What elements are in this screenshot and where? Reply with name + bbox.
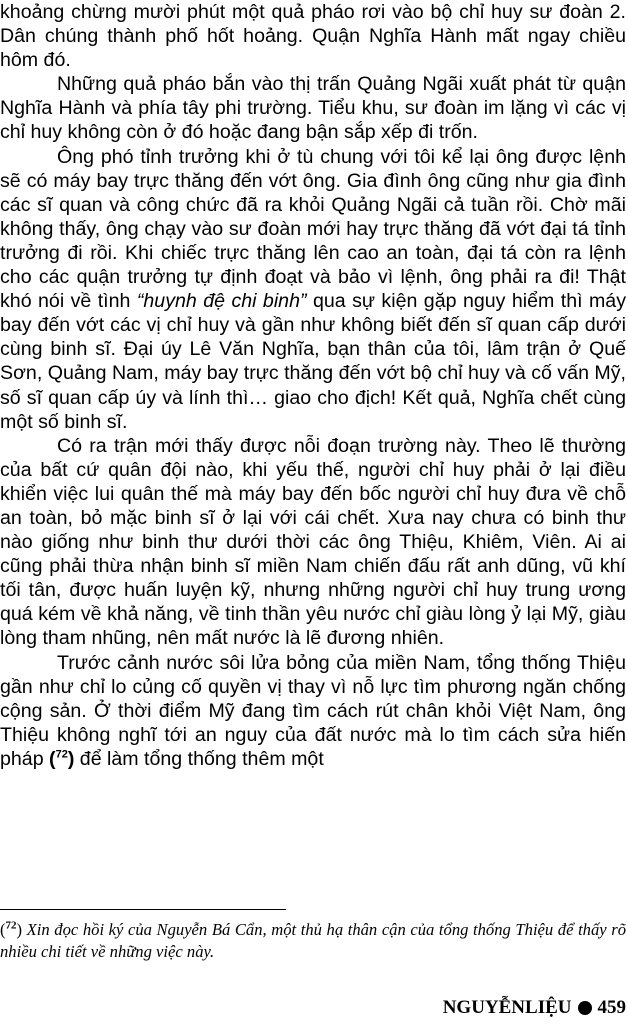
paragraph-1: khoảng chừng mười phút một quả pháo rơi vào bộ chỉ huy sư đoàn 2. Dân chúng thành phố hốt hoảng. Quận Nghĩa Hành mất ngay chiều hôm đó. [0, 1, 626, 72]
footnote [0, 919, 626, 963]
bullet-dot-icon [578, 1001, 592, 1015]
footnote-ref-close: ) [67, 747, 75, 770]
page-footer [443, 996, 626, 1020]
page-number: 459 [597, 997, 626, 1018]
paragraph-5-text-before: Trước cảnh nước sôi lửa bỏng của miền Nam, tổng thống Thiệu gần như chỉ lo củng cố quyền vị thay vì nỗ lực tìm phương ngăn chống cộng sản. Ở thời điểm Mỹ đang tìm cách rút chân khỏi Việt Nam, ông Thiệu không nghĩ tới an nguy của đất nước mà lo tìm cách sửa hiến pháp [0, 651, 626, 770]
paragraph-3-text-before: Ông phó tỉnh trưởng khi ở tù chung với tôi kể lại ông được lệnh sẽ có máy bay trực thăng đến vớt ông. Gia đình ông cũng như gia đình các sĩ quan và công chức đã ra khỏi Quảng Ngãi cả tuần rồi. Chờ mãi không thấy, ông chạy vào sư đoàn mới hay trực thăng đã vớt đại tá tỉnh trưởng đi rồi. Khi chiếc trực thăng lên cao an toàn, đại tá còn ra lệnh cho các quận trưởng tự định đoạt và bảo vì lệnh, ông phải ra đi! Thật khó nói về tình [0, 145, 626, 313]
publisher-name: NGUYỄNLIỆU [442, 997, 572, 1018]
footnote-text: Xin đọc hồi ký của Nguyễn Bá Cẩn, một thủ hạ thân cận của tổng thống Thiệu để thấy rõ nhiều chi tiết về những việc này. [0, 920, 626, 961]
paragraph-5-text-after: để làm tổng thống thêm một [74, 747, 324, 770]
footnote-mark-number: 72 [5, 919, 17, 932]
paragraph-2: Những quả pháo bắn vào thị trấn Quảng Ngãi xuất phát từ quận Nghĩa Hành và phía tây phi trường. Tiểu khu, sư đoàn im lặng vì các vị chỉ huy không còn ở đó hoặc đang bận sắp xếp đi trốn. [0, 73, 626, 144]
footnote-mark-close: ) [16, 920, 23, 939]
footnote-divider [0, 909, 286, 910]
footnote-ref-open: ( [49, 747, 56, 770]
paragraph-3 [0, 145, 626, 434]
footnote-mark [0, 920, 22, 939]
paragraph-3-text-after: qua sự kiện gặp nguy hiểm thì máy bay đến vớt các vị chỉ huy và gần như không biết đến sĩ quan cấp dưới cùng binh sĩ. Đại úy Lê Văn Nghĩa, bạn thân của tôi, lâm trận ở Quế Sơn, Quảng Nam, máy bay trực thăng đến vớt bộ chỉ huy và cố vấn Mỹ, số sĩ quan cấp úy và lính thì… giao cho địch! Kết quả, Nghĩa chết cùng một số binh sĩ. [0, 290, 627, 433]
quoted-phrase: “huynh đệ chi binh” [136, 290, 307, 313]
paragraph-4: Có ra trận mới thấy được nỗi đoạn trường này. Theo lẽ thường của bất cứ quân đội nào, khi yếu thế, người chỉ huy phải ở lại điều khiển việc lui quân thế mà máy bay đến bốc người chỉ huy đưa về chỗ an toàn, bỏ mặc binh sĩ ở lại với cái chết. Xưa nay chưa có binh thư nào giống như binh thư dưới thời các ông Thiệu, Khiêm, Viên. Ai ai cũng phải thừa nhận binh sĩ miền Nam chiến đấu rất anh dũng, vũ khí tối tân, được huấn luyện kỹ, nhưng những người chỉ huy trung ương quá kém về khả năng, về tinh thần yêu nước chỉ giàu lòng ỷ lại Mỹ, giàu lòng tham nhũng, nên mất nước là lẽ đương nhiên. [0, 434, 626, 650]
footnote-reference[interactable] [49, 748, 74, 770]
paragraph-5 [0, 651, 626, 771]
footnote-mark-open: ( [0, 920, 6, 939]
footnote-ref-number: 72 [55, 748, 68, 761]
